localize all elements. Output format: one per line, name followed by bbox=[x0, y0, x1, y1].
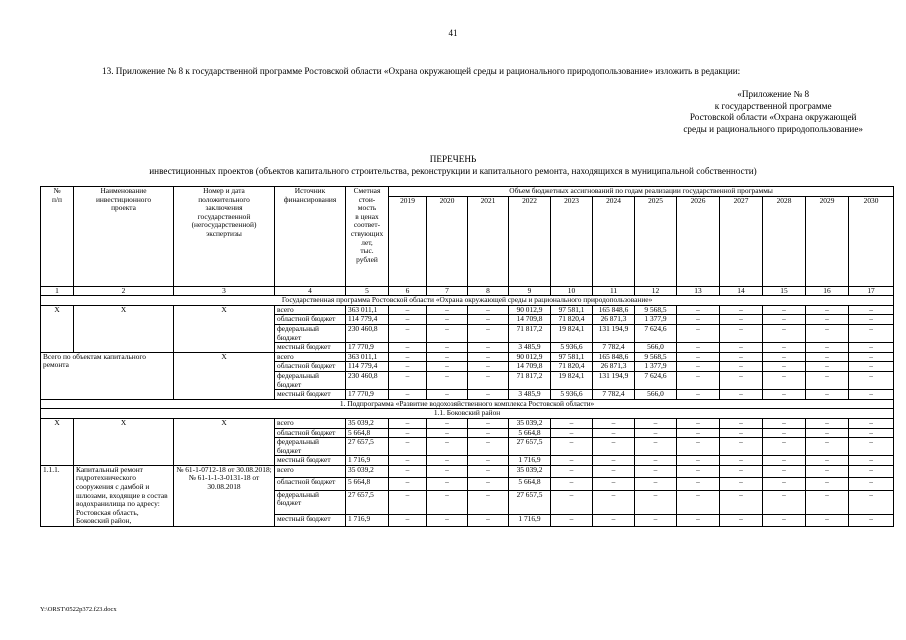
year-value-cell: – bbox=[763, 371, 806, 389]
year-value-cell: – bbox=[635, 478, 677, 490]
year-value-cell: – bbox=[389, 324, 427, 342]
column-number: 15 bbox=[763, 286, 806, 296]
year-value-cell: 5 936,6 bbox=[551, 390, 593, 400]
year-value-cell: – bbox=[806, 428, 849, 438]
year-value-cell: 9 568,5 bbox=[635, 305, 677, 315]
year-value-cell: – bbox=[677, 428, 720, 438]
cost-cell: 114 779,4 bbox=[346, 362, 389, 372]
year-value-cell: 9 568,5 bbox=[635, 352, 677, 362]
year-value-cell: – bbox=[635, 514, 677, 527]
header-year: 2020 bbox=[427, 196, 468, 286]
year-value-cell: – bbox=[720, 478, 763, 490]
year-value-cell: – bbox=[849, 490, 894, 514]
year-value-cell: – bbox=[551, 478, 593, 490]
year-value-cell: 71 817,2 bbox=[509, 371, 551, 389]
year-value-cell: 71 820,4 bbox=[551, 362, 593, 372]
year-value-cell: – bbox=[551, 428, 593, 438]
header-name: Наименование инвестиционного проекта bbox=[74, 187, 174, 287]
expertise-cell: Х bbox=[174, 305, 275, 352]
year-value-cell: – bbox=[551, 490, 593, 514]
year-value-cell: – bbox=[551, 514, 593, 527]
year-value-cell: – bbox=[389, 478, 427, 490]
year-value-cell: – bbox=[427, 362, 468, 372]
year-value-cell: – bbox=[635, 418, 677, 428]
name-cell: Х bbox=[74, 305, 174, 352]
column-number: 5 bbox=[346, 286, 389, 296]
document-heading bbox=[0, 154, 906, 177]
year-value-cell: – bbox=[763, 456, 806, 466]
source-cell: областной бюджет bbox=[275, 315, 346, 325]
year-value-cell: – bbox=[427, 456, 468, 466]
year-value-cell: – bbox=[806, 456, 849, 466]
year-value-cell: – bbox=[427, 428, 468, 438]
year-value-cell: – bbox=[468, 478, 509, 490]
table-row bbox=[41, 418, 894, 428]
year-value-cell: 566,0 bbox=[635, 390, 677, 400]
year-value-cell: – bbox=[593, 514, 635, 527]
year-value-cell: 35 039,2 bbox=[509, 465, 551, 477]
header-year: 2027 bbox=[720, 196, 763, 286]
table-row bbox=[41, 465, 894, 477]
header-year: 2030 bbox=[849, 196, 894, 286]
header-year: 2025 bbox=[635, 196, 677, 286]
year-value-cell: – bbox=[763, 514, 806, 527]
year-value-cell: 14 709,8 bbox=[509, 315, 551, 325]
column-number: 1 bbox=[41, 286, 74, 296]
year-value-cell: 5 664,8 bbox=[509, 428, 551, 438]
year-value-cell: – bbox=[763, 418, 806, 428]
year-value-cell: – bbox=[806, 478, 849, 490]
year-value-cell: – bbox=[551, 418, 593, 428]
year-value-cell: – bbox=[389, 456, 427, 466]
year-value-cell: 165 848,6 bbox=[593, 305, 635, 315]
year-value-cell: – bbox=[720, 418, 763, 428]
year-value-cell: – bbox=[389, 352, 427, 362]
header-source: Источник финансирования bbox=[275, 187, 346, 287]
num-cell: Х bbox=[41, 305, 74, 352]
year-value-cell: – bbox=[806, 315, 849, 325]
year-value-cell: 7 624,6 bbox=[635, 324, 677, 342]
year-value-cell: – bbox=[763, 438, 806, 456]
year-value-cell: 90 012,9 bbox=[509, 305, 551, 315]
year-value-cell: – bbox=[806, 514, 849, 527]
year-value-cell: – bbox=[635, 428, 677, 438]
year-value-cell: – bbox=[593, 490, 635, 514]
year-value-cell: – bbox=[849, 305, 894, 315]
cost-cell: 35 039,2 bbox=[346, 418, 389, 428]
year-value-cell: 131 194,9 bbox=[593, 324, 635, 342]
year-value-cell: – bbox=[720, 352, 763, 362]
source-cell: областной бюджет bbox=[275, 362, 346, 372]
year-value-cell: – bbox=[677, 478, 720, 490]
cost-cell: 230 460,8 bbox=[346, 371, 389, 389]
header-year: 2029 bbox=[806, 196, 849, 286]
source-cell: всего bbox=[275, 418, 346, 428]
year-value-cell: – bbox=[677, 352, 720, 362]
year-value-cell: 97 581,1 bbox=[551, 352, 593, 362]
year-value-cell: – bbox=[468, 418, 509, 428]
year-value-cell: – bbox=[806, 352, 849, 362]
year-value-cell: – bbox=[593, 456, 635, 466]
source-cell: федеральный бюджет bbox=[275, 371, 346, 389]
column-number: 11 bbox=[593, 286, 635, 296]
year-value-cell: 1 377,9 bbox=[635, 362, 677, 372]
year-value-cell: – bbox=[468, 514, 509, 527]
year-value-cell: 7 624,6 bbox=[635, 371, 677, 389]
year-value-cell: 71 817,2 bbox=[509, 324, 551, 342]
source-cell: федеральный бюджет bbox=[275, 324, 346, 342]
year-value-cell: – bbox=[677, 456, 720, 466]
year-value-cell: – bbox=[720, 371, 763, 389]
cost-cell: 35 039,2 bbox=[346, 465, 389, 477]
item-name-cell: Капитальный ремонт гидротехнического сооружения с дамбой и шлюзами, входящие в состав водохранилища по адресу: Ростовская область, Боковский район, bbox=[74, 465, 174, 526]
year-value-cell: – bbox=[677, 315, 720, 325]
cost-cell: 1 716,9 bbox=[346, 456, 389, 466]
header-year: 2022 bbox=[509, 196, 551, 286]
year-value-cell: – bbox=[806, 343, 849, 353]
year-value-cell: – bbox=[389, 490, 427, 514]
year-value-cell: – bbox=[593, 465, 635, 477]
year-value-cell: – bbox=[849, 456, 894, 466]
year-value-cell: – bbox=[427, 343, 468, 353]
year-value-cell: – bbox=[849, 428, 894, 438]
year-value-cell: – bbox=[427, 418, 468, 428]
heading-subtitle: инвестиционных проектов (объектов капитального строительства, реконструкции и капитального ремонта, находящихся в муниципальной собственности) bbox=[149, 165, 757, 176]
header-year: 2024 bbox=[593, 196, 635, 286]
column-number: 12 bbox=[635, 286, 677, 296]
year-value-cell: – bbox=[427, 371, 468, 389]
year-value-cell: – bbox=[849, 343, 894, 353]
year-value-cell: – bbox=[677, 324, 720, 342]
year-value-cell: 1 377,9 bbox=[635, 315, 677, 325]
year-value-cell: – bbox=[389, 371, 427, 389]
header-year: 2023 bbox=[551, 196, 593, 286]
year-value-cell: – bbox=[849, 418, 894, 428]
num-cell: Х bbox=[41, 418, 74, 465]
year-value-cell: – bbox=[389, 305, 427, 315]
year-value-cell: – bbox=[468, 305, 509, 315]
year-value-cell: 1 716,9 bbox=[509, 514, 551, 527]
year-value-cell: – bbox=[468, 315, 509, 325]
year-value-cell: – bbox=[763, 324, 806, 342]
year-value-cell: 7 782,4 bbox=[593, 343, 635, 353]
year-value-cell: – bbox=[720, 362, 763, 372]
column-number: 17 bbox=[849, 286, 894, 296]
year-value-cell: – bbox=[720, 428, 763, 438]
file-path-footer: Y:\ORST\0522p372.f23.docx bbox=[40, 606, 117, 613]
year-value-cell: – bbox=[720, 465, 763, 477]
year-value-cell: – bbox=[720, 315, 763, 325]
year-value-cell: – bbox=[593, 438, 635, 456]
intro-text: 13. Приложение № 8 к государственной программе Ростовской области «Охрана окружающей среды и рационального природопользование» изложить в редакции: bbox=[102, 66, 741, 76]
year-value-cell: 71 820,4 bbox=[551, 315, 593, 325]
year-value-cell: – bbox=[468, 438, 509, 456]
appendix-line: к государственной программе bbox=[714, 100, 832, 111]
source-cell: областной бюджет bbox=[275, 478, 346, 490]
year-value-cell: 97 581,1 bbox=[551, 305, 593, 315]
cost-cell: 114 779,4 bbox=[346, 315, 389, 325]
year-value-cell: – bbox=[720, 390, 763, 400]
item-number-cell: 1.1.1. bbox=[41, 465, 74, 526]
cost-cell: 27 657,5 bbox=[346, 438, 389, 456]
column-number: 4 bbox=[275, 286, 346, 296]
year-value-cell: – bbox=[849, 371, 894, 389]
year-value-cell: – bbox=[389, 390, 427, 400]
program-section-row bbox=[41, 296, 894, 306]
year-value-cell: – bbox=[720, 456, 763, 466]
year-value-cell: – bbox=[763, 352, 806, 362]
year-value-cell: 3 485,9 bbox=[509, 343, 551, 353]
year-value-cell: 27 657,5 bbox=[509, 438, 551, 456]
year-value-cell: 90 012,9 bbox=[509, 352, 551, 362]
year-value-cell: – bbox=[677, 371, 720, 389]
year-value-cell: – bbox=[389, 465, 427, 477]
year-value-cell: 1 716,9 bbox=[509, 456, 551, 466]
column-number: 2 bbox=[74, 286, 174, 296]
year-value-cell: – bbox=[427, 324, 468, 342]
source-cell: всего bbox=[275, 352, 346, 362]
year-value-cell: – bbox=[677, 438, 720, 456]
year-value-cell: – bbox=[593, 418, 635, 428]
year-value-cell: – bbox=[763, 478, 806, 490]
year-value-cell: – bbox=[389, 514, 427, 527]
year-value-cell: – bbox=[468, 465, 509, 477]
year-value-cell: – bbox=[806, 390, 849, 400]
year-value-cell: – bbox=[468, 352, 509, 362]
year-value-cell: – bbox=[849, 324, 894, 342]
column-number: 3 bbox=[174, 286, 275, 296]
year-value-cell: – bbox=[720, 438, 763, 456]
header-volume: Объем бюджетных ассигнований по годам реализации государственной программы bbox=[389, 187, 894, 197]
year-value-cell: – bbox=[389, 438, 427, 456]
year-value-cell: – bbox=[849, 465, 894, 477]
year-value-cell: – bbox=[806, 490, 849, 514]
year-value-cell: – bbox=[427, 465, 468, 477]
year-value-cell: 5 936,6 bbox=[551, 343, 593, 353]
cost-cell: 27 657,5 bbox=[346, 490, 389, 514]
cost-cell: 363 011,1 bbox=[346, 305, 389, 315]
year-value-cell: – bbox=[427, 478, 468, 490]
year-value-cell: 35 039,2 bbox=[509, 418, 551, 428]
column-number: 10 bbox=[551, 286, 593, 296]
source-cell: всего bbox=[275, 465, 346, 477]
year-value-cell: – bbox=[720, 514, 763, 527]
year-value-cell: – bbox=[468, 362, 509, 372]
year-value-cell: – bbox=[468, 390, 509, 400]
source-cell: местный бюджет bbox=[275, 390, 346, 400]
expertise-cell: Х bbox=[174, 352, 275, 399]
year-value-cell: – bbox=[849, 514, 894, 527]
year-value-cell: – bbox=[677, 362, 720, 372]
district-section-row-cell: 1.1. Боковский район bbox=[41, 409, 894, 419]
heading-title: ПЕРЕЧЕНЬ bbox=[429, 154, 477, 164]
year-value-cell: – bbox=[551, 465, 593, 477]
projects-table bbox=[40, 186, 894, 527]
year-value-cell: – bbox=[806, 362, 849, 372]
year-value-cell: – bbox=[389, 362, 427, 372]
year-value-cell: – bbox=[806, 465, 849, 477]
source-cell: областной бюджет bbox=[275, 428, 346, 438]
source-cell: всего bbox=[275, 305, 346, 315]
year-value-cell: – bbox=[468, 456, 509, 466]
year-value-cell: – bbox=[389, 418, 427, 428]
header-year: 2028 bbox=[763, 196, 806, 286]
year-value-cell: – bbox=[806, 371, 849, 389]
source-cell: федеральный бюджет bbox=[275, 438, 346, 456]
year-value-cell: – bbox=[849, 478, 894, 490]
year-value-cell: 3 485,9 bbox=[509, 390, 551, 400]
year-value-cell: – bbox=[763, 315, 806, 325]
appendix-note bbox=[683, 89, 863, 135]
year-value-cell: – bbox=[806, 438, 849, 456]
year-value-cell: – bbox=[389, 343, 427, 353]
year-value-cell: – bbox=[763, 428, 806, 438]
year-value-cell: 7 782,4 bbox=[593, 390, 635, 400]
column-number-row bbox=[41, 286, 894, 296]
column-number: 6 bbox=[389, 286, 427, 296]
year-value-cell: – bbox=[677, 514, 720, 527]
year-value-cell: – bbox=[720, 343, 763, 353]
source-cell: местный бюджет bbox=[275, 514, 346, 527]
year-value-cell: 26 871,3 bbox=[593, 315, 635, 325]
year-value-cell: – bbox=[677, 305, 720, 315]
year-value-cell: 14 709,8 bbox=[509, 362, 551, 372]
year-value-cell: – bbox=[427, 438, 468, 456]
year-value-cell: – bbox=[427, 352, 468, 362]
column-number: 8 bbox=[468, 286, 509, 296]
source-cell: местный бюджет bbox=[275, 343, 346, 353]
year-value-cell: – bbox=[468, 324, 509, 342]
year-value-cell: – bbox=[677, 490, 720, 514]
year-value-cell: – bbox=[468, 428, 509, 438]
year-value-cell: – bbox=[635, 490, 677, 514]
page-number: 41 bbox=[448, 28, 458, 38]
year-value-cell: 27 657,5 bbox=[509, 490, 551, 514]
cost-cell: 17 770,9 bbox=[346, 343, 389, 353]
table-row bbox=[41, 352, 894, 362]
year-value-cell: – bbox=[849, 390, 894, 400]
column-number: 13 bbox=[677, 286, 720, 296]
year-value-cell: – bbox=[427, 315, 468, 325]
year-value-cell: – bbox=[720, 305, 763, 315]
total-label-cell: Всего по объектам капитального ремонта bbox=[41, 352, 174, 399]
year-value-cell: – bbox=[763, 390, 806, 400]
year-value-cell: – bbox=[849, 362, 894, 372]
year-value-cell: – bbox=[389, 428, 427, 438]
subprogram-section-row-cell: 1. Подпрограмма «Развитие водохозяйственного комплекса Ростовской области» bbox=[41, 399, 894, 409]
header-cost: Сметная стои- мость в ценах соответ- ствующих лет, тыс. рублей bbox=[346, 187, 389, 287]
cost-cell: 17 770,9 bbox=[346, 390, 389, 400]
column-number: 9 bbox=[509, 286, 551, 296]
year-value-cell: – bbox=[593, 428, 635, 438]
header-num: № п/п bbox=[41, 187, 74, 287]
header-year: 2019 bbox=[389, 196, 427, 286]
year-value-cell: – bbox=[806, 305, 849, 315]
year-value-cell: – bbox=[677, 418, 720, 428]
year-value-cell: – bbox=[468, 343, 509, 353]
year-value-cell: – bbox=[427, 305, 468, 315]
year-value-cell: 131 194,9 bbox=[593, 371, 635, 389]
year-value-cell: – bbox=[677, 343, 720, 353]
year-value-cell: – bbox=[677, 390, 720, 400]
year-value-cell: – bbox=[763, 465, 806, 477]
cost-cell: 5 664,8 bbox=[346, 478, 389, 490]
year-value-cell: – bbox=[593, 478, 635, 490]
year-value-cell: 19 824,1 bbox=[551, 371, 593, 389]
year-value-cell: 5 664,8 bbox=[509, 478, 551, 490]
expertise-cell: Х bbox=[174, 418, 275, 465]
appendix-line: «Приложение № 8 bbox=[737, 89, 810, 99]
cost-cell: 363 011,1 bbox=[346, 352, 389, 362]
cost-cell: 230 460,8 bbox=[346, 324, 389, 342]
year-value-cell: – bbox=[763, 343, 806, 353]
year-value-cell: – bbox=[849, 438, 894, 456]
year-value-cell: – bbox=[635, 456, 677, 466]
year-value-cell: 165 848,6 bbox=[593, 352, 635, 362]
item-expertise-cell: № 61-1-0712-18 от 30.08.2018; № 61-1-1-3-0131-18 от 30.08.2018 bbox=[174, 465, 275, 526]
year-value-cell: – bbox=[763, 305, 806, 315]
year-value-cell: – bbox=[635, 465, 677, 477]
header-year: 2021 bbox=[468, 196, 509, 286]
table-row bbox=[41, 305, 894, 315]
year-value-cell: 566,0 bbox=[635, 343, 677, 353]
year-value-cell: – bbox=[551, 438, 593, 456]
cost-cell: 1 716,9 bbox=[346, 514, 389, 527]
header-expertise: Номер и дата положительного заключения государственной (негосударственной) экспертизы bbox=[174, 187, 275, 287]
year-value-cell: – bbox=[635, 438, 677, 456]
year-value-cell: – bbox=[427, 514, 468, 527]
column-number: 14 bbox=[720, 286, 763, 296]
year-value-cell: – bbox=[427, 490, 468, 514]
name-cell: Х bbox=[74, 418, 174, 465]
year-value-cell: – bbox=[427, 390, 468, 400]
district-section-row bbox=[41, 409, 894, 419]
cost-cell: 5 664,8 bbox=[346, 428, 389, 438]
source-cell: местный бюджет bbox=[275, 456, 346, 466]
year-value-cell: – bbox=[677, 465, 720, 477]
program-section-row-cell: Государственная программа Ростовской области «Охрана окружающей среды и рационального природопользование» bbox=[41, 296, 894, 306]
year-value-cell: – bbox=[763, 362, 806, 372]
year-value-cell: – bbox=[468, 371, 509, 389]
year-value-cell: – bbox=[389, 315, 427, 325]
year-value-cell: – bbox=[806, 324, 849, 342]
column-number: 7 bbox=[427, 286, 468, 296]
year-value-cell: – bbox=[849, 352, 894, 362]
subprogram-section-row bbox=[41, 399, 894, 409]
appendix-line: среды и рационального природопользование» bbox=[683, 123, 863, 134]
appendix-line: Ростовской области «Охрана окружающей bbox=[689, 112, 857, 122]
year-value-cell: – bbox=[806, 418, 849, 428]
header-year: 2026 bbox=[677, 196, 720, 286]
header-row bbox=[41, 187, 894, 197]
year-value-cell: – bbox=[551, 456, 593, 466]
year-value-cell: – bbox=[720, 490, 763, 514]
year-value-cell: 19 824,1 bbox=[551, 324, 593, 342]
year-value-cell: – bbox=[849, 315, 894, 325]
year-value-cell: – bbox=[720, 324, 763, 342]
column-number: 16 bbox=[806, 286, 849, 296]
source-cell: федеральный бюджет bbox=[275, 490, 346, 514]
year-value-cell: 26 871,3 bbox=[593, 362, 635, 372]
year-value-cell: – bbox=[763, 490, 806, 514]
year-value-cell: – bbox=[468, 490, 509, 514]
